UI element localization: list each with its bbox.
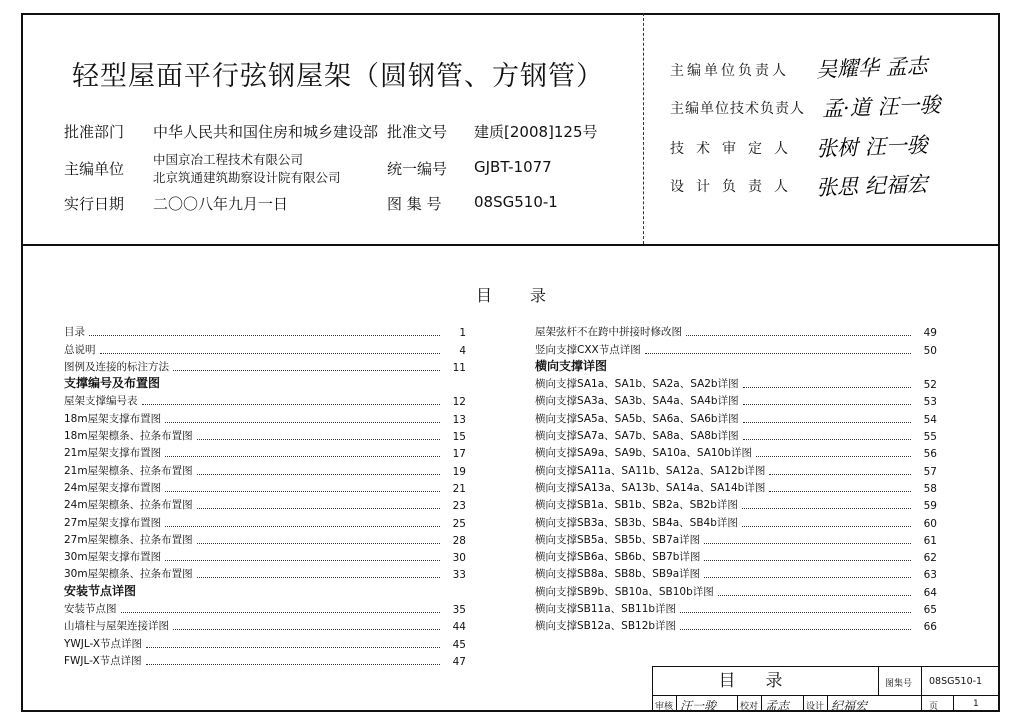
toc-leader [165,456,440,457]
approval-doc-label: 批准文号 [387,123,448,141]
toc-leader [197,543,440,544]
title-block-divider [803,695,804,712]
toc-label: 27m屋架檩条、拉条布置图 [64,533,193,546]
responsible-signature-4: 张思 纪福宏 [815,172,929,200]
toc-page: 25 [452,517,466,530]
toc-label: 横向支撑SA3a、SA3b、SA4a、SA4b详图 [535,395,739,408]
title-block-divider [953,695,954,712]
toc-leader [146,647,440,648]
chief-unit-1: 中国京冶工程技术有限公司 [153,152,304,167]
toc-label: 18m屋架支撑布置图 [64,412,162,425]
toc-page: 56 [923,448,937,461]
toc-entry [64,443,466,460]
toc-page: 35 [452,604,466,617]
toc-right-column [535,322,937,633]
responsible-role-4: 设计负责人 [670,179,800,195]
toc-page: 66 [923,621,937,634]
title-block-check-signature: 孟志 [765,699,790,713]
approval-dept-label: 批准部门 [64,123,125,141]
title-block-check-label: 校对 [740,702,759,712]
toc-page: 62 [923,552,937,565]
toc-page: 23 [452,500,466,513]
toc-section-heading [64,581,466,598]
toc-label: 横向支撑SB9b、SB10a、SB10b详图 [535,585,714,598]
toc-page: 61 [923,534,937,547]
title-block-sheet-name: 目录 [718,671,813,691]
title-block-divider [921,695,922,712]
toc-label: 21m屋架檩条、拉条布置图 [64,464,193,477]
toc-page: 44 [452,621,466,634]
toc-page: 64 [923,586,937,599]
toc-label: 横向支撑SB6a、SB6b、SB7b详图 [535,551,701,564]
toc-entry [535,408,937,425]
chief-unit-2: 北京筑通建筑勘察设计院有限公司 [153,170,341,185]
title-block-divider [921,667,922,695]
title-block-divider [737,695,738,712]
toc-page: 30 [452,552,466,565]
toc-label: 横向支撑SB1a、SB1b、SB2a、SB2b详图 [535,499,738,512]
atlas-no: 08SG510-1 [474,193,558,211]
toc-label: 24m屋架支撑布置图 [64,481,162,494]
toc-page: 60 [923,517,937,530]
toc-label: 横向支撑SB3a、SB3b、SB4a、SB4b详图 [535,516,738,529]
toc-label: 屋架支撑编号表 [64,395,138,408]
toc-leader [680,612,911,613]
toc-label: 横向支撑SB12a、SB12b详图 [535,620,677,633]
toc-leader [704,560,911,561]
toc-leader [197,439,440,440]
toc-page: 58 [923,482,937,495]
responsible-role-2: 主编单位技术负责人 [670,101,805,117]
toc-leader [756,456,911,457]
toc-entry [535,530,937,547]
toc-page: 45 [452,638,466,651]
title-block-page-no: 1 [973,699,979,709]
toc-label: 27m屋架支撑布置图 [64,516,162,529]
toc-label: FWJL-X节点详图 [64,654,142,667]
toc-leader [743,387,911,388]
atlas-title: 轻型屋面平行弦钢屋架（圆钢管、方钢管） [72,61,604,92]
toc-page: 53 [923,396,937,409]
toc-page: 15 [452,431,466,444]
toc-leader [704,543,911,544]
toc-heading-label: 支撑编号及布置图 [64,376,161,391]
toc-label: 21m屋架支撑布置图 [64,447,162,460]
toc-left-column [64,322,466,668]
toc-leader [89,335,440,336]
toc-leader [197,577,440,578]
toc-entry [64,426,466,443]
toc-label: 横向支撑SB5a、SB5b、SB7a详图 [535,533,701,546]
toc-leader [742,526,911,527]
toc-leader [142,404,441,405]
responsible-signature-1: 吴耀华 孟志 [815,54,929,82]
toc-page: 52 [923,379,937,392]
toc-label: 横向支撑SA9a、SA9b、SA10a、SA10b详图 [535,447,752,460]
toc-label: 24m屋架檩条、拉条布置图 [64,499,193,512]
toc-label: 总说明 [64,343,96,356]
toc-entry [535,564,937,581]
toc-leader [197,474,440,475]
toc-label: 目录 [64,326,85,339]
title-block-review-signature: 汪一骏 [680,699,717,713]
toc-leader [686,335,911,336]
toc-label: 横向支撑SA5a、SA5b、SA6a、SA6b详图 [535,412,739,425]
toc-title: 目录 [476,286,585,305]
toc-entry [64,547,466,564]
toc-entry [535,478,937,495]
effective-date: 二〇〇八年九月一日 [153,195,289,213]
toc-label: 安装节点图 [64,603,117,616]
atlas-no-label: 图 集 号 [387,195,442,213]
toc-page: 4 [459,344,466,357]
responsible-role-3: 技术审定人 [670,141,800,157]
toc-label: 横向支撑SA7a、SA7b、SA8a、SA8b详图 [535,430,739,443]
toc-entry [535,426,937,443]
toc-leader [769,491,911,492]
toc-label: YWJL-X节点详图 [64,637,143,650]
toc-page: 12 [452,396,466,409]
toc-leader [743,422,911,423]
toc-leader [769,474,911,475]
toc-label: 竖向支撑CXX节点详图 [535,343,641,356]
toc-entry [535,581,937,598]
toc-page: 13 [452,413,466,426]
title-block [652,666,1000,712]
toc-entry [64,530,466,547]
toc-page: 47 [452,655,466,668]
title-block-atlas-no: 08SG510-1 [929,676,983,687]
toc-entry [64,478,466,495]
toc-page: 50 [923,344,937,357]
toc-entry [64,512,466,529]
toc-page: 49 [923,327,937,340]
toc-entry [64,616,466,633]
title-block-divider [676,695,677,712]
toc-entry [64,564,466,581]
title-block-page-label: 页 [929,702,939,712]
toc-label: 山墙柱与屋架连接详图 [64,620,169,633]
toc-leader [197,508,440,509]
unified-no-label: 统一编号 [387,160,448,178]
toc-entry [64,357,466,374]
toc-label: 横向支撑SB8a、SB8b、SB9a详图 [535,568,701,581]
toc-entry [535,547,937,564]
toc-page: 1 [459,327,466,340]
title-block-divider [761,695,762,712]
toc-entry [535,495,937,512]
toc-leader [743,404,911,405]
toc-leader [121,612,441,613]
toc-page: 28 [452,534,466,547]
toc-page: 33 [452,569,466,582]
toc-page: 59 [923,500,937,513]
toc-page: 17 [452,448,466,461]
toc-label: 横向支撑SA1a、SA1b、SA2a、SA2b详图 [535,378,739,391]
title-block-design-signature: 纪福宏 [831,699,868,713]
toc-page: 57 [923,465,937,478]
toc-section-heading [64,374,466,391]
toc-leader [165,422,440,423]
toc-leader [100,353,441,354]
toc-page: 65 [923,604,937,617]
toc-page: 19 [452,465,466,478]
toc-entry [535,443,937,460]
toc-heading-label: 横向支撑详图 [535,358,608,373]
toc-leader [165,491,440,492]
unified-no: GJBT-1077 [474,158,552,176]
toc-label: 18m屋架檩条、拉条布置图 [64,430,193,443]
toc-entry [64,460,466,477]
toc-leader [165,560,440,561]
toc-entry [535,339,937,356]
toc-label: 横向支撑SA13a、SA13b、SA14a、SA14b详图 [535,481,766,494]
toc-entry [64,408,466,425]
toc-entry [535,616,937,633]
approval-doc: 建质[2008]125号 [474,123,598,141]
toc-entry [64,322,466,339]
toc-label: 横向支撑SB11a、SB11b详图 [535,603,677,616]
toc-page: 55 [923,431,937,444]
toc-leader [173,629,440,630]
title-block-divider [878,667,879,695]
approval-dept: 中华人民共和国住房和城乡建设部 [153,123,379,141]
toc-page: 63 [923,569,937,582]
toc-leader [743,439,911,440]
toc-heading-label: 安装节点详图 [64,583,137,598]
title-block-divider [827,695,828,712]
header-vertical-divider [643,13,644,244]
toc-entry [535,599,937,616]
toc-section-heading [535,357,937,374]
title-block-atlas-label: 图集号 [885,679,913,689]
toc-leader [742,508,911,509]
title-block-design-label: 设计 [806,702,825,712]
toc-label: 横向支撑SA11a、SA11b、SA12a、SA12b详图 [535,464,766,477]
toc-page: 54 [923,413,937,426]
toc-entry [535,512,937,529]
toc-label: 30m屋架檩条、拉条布置图 [64,568,193,581]
toc-label: 图例及连接的标注方法 [64,360,169,373]
header-divider [21,244,1000,246]
toc-leader [146,664,440,665]
responsible-role-1: 主编单位负责人 [670,63,789,79]
toc-label: 屋架弦杆不在跨中拼接时修改图 [535,326,682,339]
toc-entry [535,374,937,391]
toc-leader [680,629,911,630]
toc-entry [64,495,466,512]
toc-entry [535,391,937,408]
toc-entry [64,651,466,668]
toc-leader [704,577,911,578]
toc-leader [645,353,911,354]
title-block-review-label: 审核 [655,702,674,712]
responsible-signature-3: 张树 汪一骏 [815,133,929,161]
toc-entry [64,633,466,650]
toc-entry [64,599,466,616]
toc-entry [64,391,466,408]
toc-leader [165,526,440,527]
toc-leader [173,370,440,371]
toc-leader [718,595,911,596]
toc-entry [535,322,937,339]
toc-entry [64,339,466,356]
responsible-signature-2: 孟·道 汪一骏 [821,92,941,122]
toc-page: 11 [452,361,466,374]
toc-page: 21 [452,482,466,495]
toc-label: 30m屋架支撑布置图 [64,551,162,564]
toc-entry [535,460,937,477]
chief-unit-label: 主编单位 [64,160,125,178]
effective-date-label: 实行日期 [64,195,125,213]
